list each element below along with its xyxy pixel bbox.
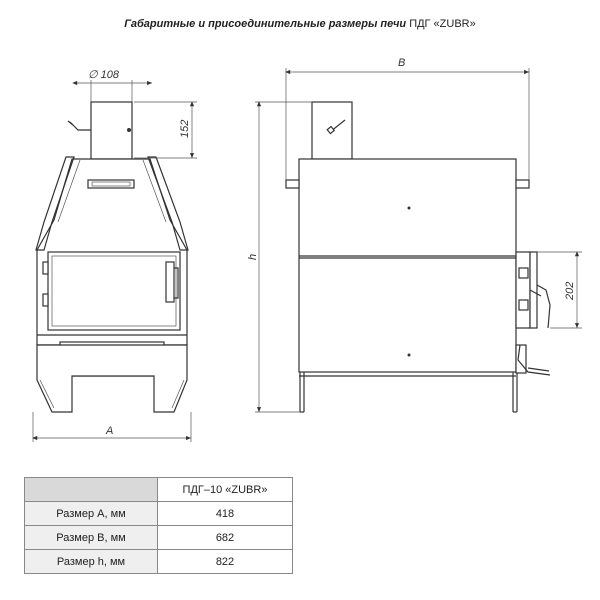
table-row-label: Размер B, мм (25, 526, 158, 550)
top-vent-slot (88, 180, 134, 188)
table-row (25, 502, 293, 526)
front-view (33, 69, 197, 442)
side-tab-right (516, 180, 529, 188)
pipe-height-label: 152 (179, 119, 191, 138)
door-latch (166, 262, 174, 302)
table-row (25, 526, 293, 550)
table-row-value: 418 (158, 502, 293, 526)
side-view (247, 57, 582, 412)
depth-B-label: B (398, 57, 406, 69)
firebox-door (48, 252, 180, 330)
dimensions-table (24, 477, 293, 574)
damper-handle (70, 122, 91, 130)
table-row (25, 550, 293, 574)
table-row-label: Размер h, мм (25, 550, 158, 574)
table-row-value: 682 (158, 526, 293, 550)
title-main: Габаритные и присоединительные размеры печи (124, 18, 407, 30)
width-A-label: A (106, 425, 114, 437)
table-row-label: Размер A, мм (25, 502, 158, 526)
table-row-value: 822 (158, 550, 293, 574)
table-header-model: ПДГ–10 «ZUBR» (158, 478, 293, 502)
side-tab-left (286, 180, 299, 188)
height-h-label: h (247, 253, 259, 260)
side-door-profile (516, 252, 530, 328)
title-model: ПДГ «ZUBR» (409, 18, 476, 30)
stove-body-side (299, 159, 516, 372)
table-header-row (25, 478, 293, 502)
table-header-empty (25, 478, 158, 502)
side-offset-label: 202 (564, 281, 576, 300)
pipe-diameter-label: ∅ 108 (88, 69, 119, 81)
chimney-pipe (91, 102, 132, 159)
